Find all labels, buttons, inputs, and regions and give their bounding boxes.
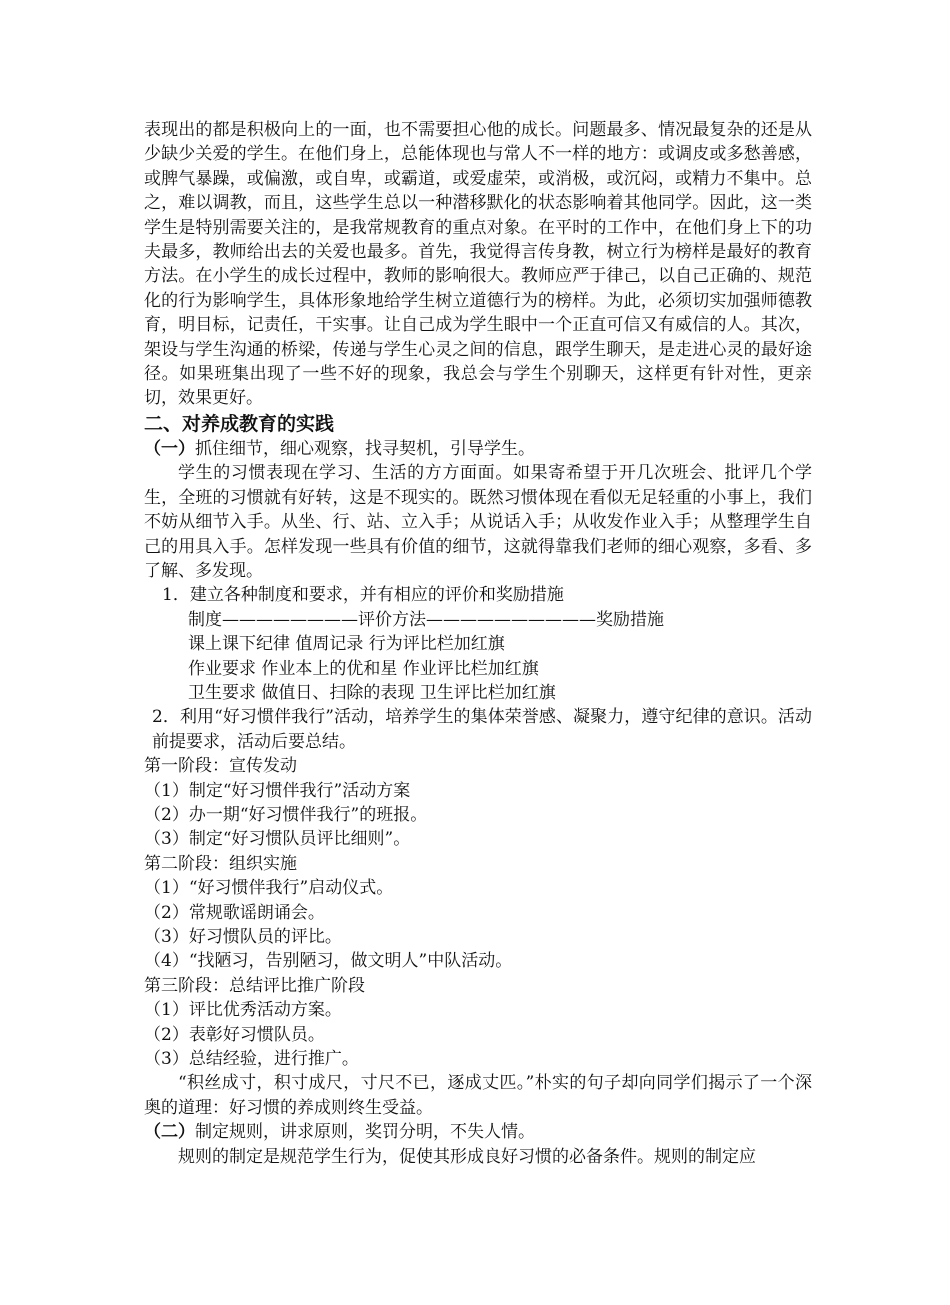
subsection-2-text: 制定规则，讲求原则，奖罚分明，不失人情。 <box>195 1122 535 1143</box>
table-row: 课上课下纪律 值周记录 行为评比栏加红旗 <box>188 634 505 655</box>
subsection-2-label: （二） <box>144 1122 195 1143</box>
stage-title: 第二阶段：组织实施 <box>144 853 297 874</box>
document-page <box>144 118 812 1169</box>
quote-paragraph: “积丝成寸，积寸成尺，寸尺不已，逐成丈匹。”朴实的句子却向同学们揭示了一个深奥的道理：好习惯的养成则终生受益。 <box>144 1073 812 1118</box>
list-item: （3）制定“好习惯队员评比细则”。 <box>144 829 411 850</box>
subsection-1-label: （一） <box>144 438 195 459</box>
table-row-header: 制度————————评价方法——————————奖励措施 <box>188 609 664 630</box>
subsection-1 <box>144 437 812 461</box>
list-item: （2）表彰好习惯队员。 <box>144 1024 325 1045</box>
list-item: （1）制定“好习惯伴我行”活动方案 <box>144 780 411 801</box>
paragraph-top: 表现出的都是积极向上的一面，也不需要担心他的成长。问题最多、情况最复杂的还是从少缺少关爱的学生。在他们身上，总能体现也与常人不一样的地方：或调皮或多愁善感，或脾气暴躁，或偏激，或自卑，或霸道，或爱虚荣，或消极，或沉闷，或精力不集中。总之，难以调教，而且，这些学生总以一种潜移默化的状态影响着其他同学。因此，这一类学生是特别需要关注的，是我常规教育的重点对象。在平时的工作中，在他们身上下的功夫最多，教师给出去的关爱也最多。首先，我觉得言传身教，树立行为榜样是最好的教育方法。在小学生的成长过程中，教师的影响很大。教师应严于律己，以自己正确的、规范化的行为影响学生，具体形象地给学生树立道德行为的榜样。为此，必须切实加强师德教育，明目标，记责任，干实事。让自己成为学生眼中一个正直可信又有威信的人。其次，架设与学生沟通的桥梁，传递与学生心灵之间的信息，跟学生聊天，是走进心灵的最好途径。如果班集出现了一些不好的现象，我总会与学生个别聊天，这样更有针对性，更亲切，效果更好。 <box>144 120 812 409</box>
list-item: （3）总结经验，进行推广。 <box>144 1049 359 1070</box>
table-row: 卫生要求 做值日、扫除的表现 卫生评比栏加红旗 <box>188 682 556 703</box>
list-item: （1）评比优秀活动方案。 <box>144 1000 342 1021</box>
table-row: 作业要求 作业本上的优和星 作业评比栏加红旗 <box>188 658 539 679</box>
stage-title: 第三阶段：总结评比推广阶段 <box>144 975 365 996</box>
stage-title: 第一阶段：宣传发动 <box>144 756 297 777</box>
list-item: （3）好习惯队员的评比。 <box>144 927 342 947</box>
list-item: （2）常规歌谣朗诵会。 <box>144 902 325 923</box>
list-item: （2）办一期“好习惯伴我行”的班报。 <box>144 804 428 825</box>
subsection-1-text: 抓住细节，细心观察，找寻契机，引导学生。 <box>195 438 535 459</box>
paragraph-habits: 学生的习惯表现在学习、生活的方方面面。如果寄希望于开几次班会、批评几个学生，全班的习惯就有好转，这是不现实的。既然习惯体现在看似无足轻重的小事上，我们不妨从细节入手。从坐、行、站、立入手；从说话入手；从收发作业入手；从整理学生自己的用具入手。怎样发现一些具有价值的细节，这就得靠我们老师的细心观察，多看、多了解、多发现。 <box>144 463 812 581</box>
list-item-1: 1．建立各种制度和要求，并有相应的评价和奖励措施 <box>162 585 564 606</box>
list-item: （1）“好习惯伴我行”启动仪式。 <box>144 878 394 899</box>
subsection-2 <box>144 1120 812 1144</box>
paragraph-rules: 规则的制定是规范学生行为，促使其形成良好习惯的必备条件。规则的制定应 <box>178 1146 756 1167</box>
section-title: 二、对养成教育的实践 <box>144 412 335 435</box>
list-item: （4）“找陋习，告别陋习，做文明人”中队活动。 <box>144 951 513 972</box>
list-item-2: 2．利用“好习惯伴我行”活动，培养学生的集体荣誉感、凝聚力，遵守纪律的意识。活动前提要求，活动后要总结。 <box>152 707 812 752</box>
